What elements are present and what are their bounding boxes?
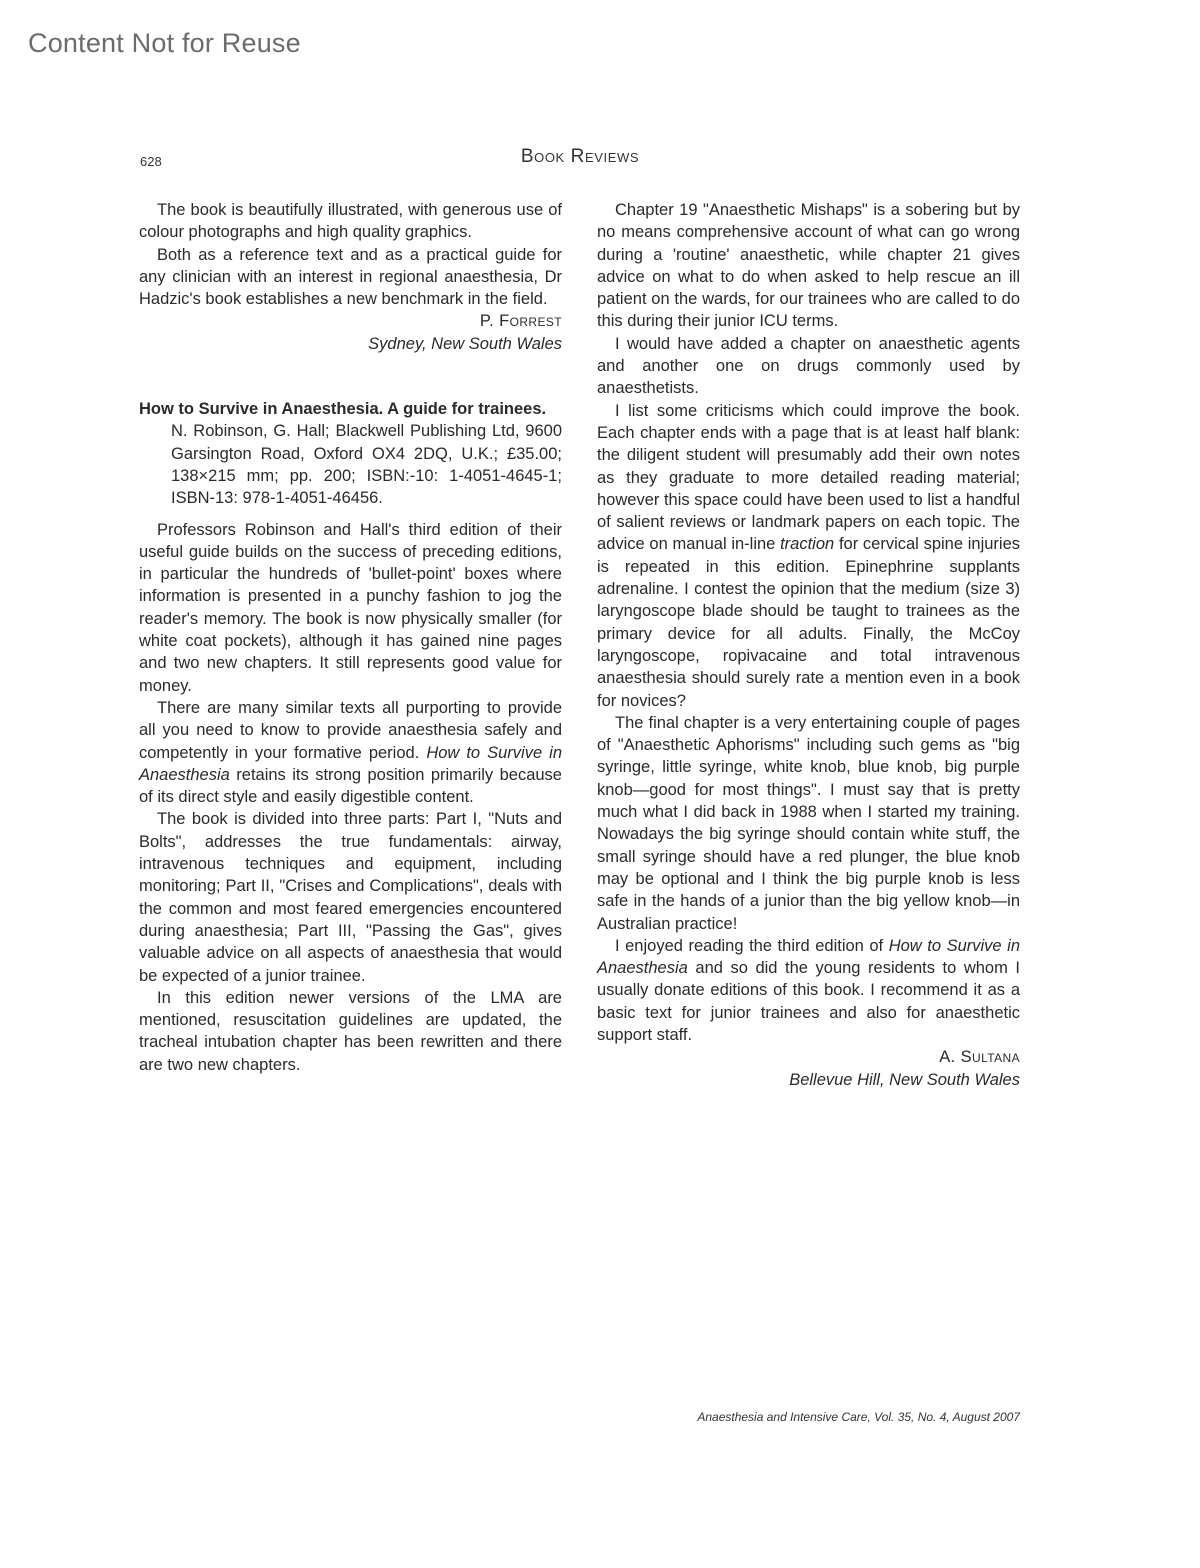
reviewer-name: A. Sultana xyxy=(939,1048,1020,1067)
paragraph xyxy=(139,697,562,808)
section-title: Book Reviews xyxy=(520,146,640,167)
running-head xyxy=(140,146,1020,176)
paragraph: Professors Robinson and Hall's third edition of their useful guide builds on the success of preceding editions, in particular the hundreds of 'bullet-point' boxes where information is presented in a punchy fashion to jog the reader's memory. The book is now physically smaller (for white coat pockets), although it has gained nine pages and two new chapters. It still represents good value for money. xyxy=(139,520,562,695)
book-title-inline: How to Survive in Anaesthesia xyxy=(597,936,1020,978)
text: for cervical spine injuries is repeated in this edition. Epinephrine supplants adrenaline. I contest the opinion that the medium (size 3) laryngoscope blade should be taught to trainees as the primary device for all adults. Finally, the McCoy laryngoscope, ropivacaine and total intravenous anaesthesia should surely rate a mention even in a book for novices? xyxy=(597,535,1021,710)
text: and so did the young residents to whom I usually donate editions of this book. I recommend it as a basic text for junior trainees and also for anaesthetic support staff. xyxy=(597,959,1020,1044)
paragraph: Chapter 19 "Anaesthetic Mishaps" is a sobering but by no means comprehensive account of what can go wrong during a 'routine' anaesthetic, while chapter 21 gives advice on what to do when asked to help rescue an ill patient on the wards, for our trainees who are called to do this during their junior ICU terms. xyxy=(597,201,1020,331)
paragraph: The book is divided into three parts: Part I, "Nuts and Bolts", addresses the true fundamentals: airway, intravenous techniques and equipment, including monitoring; Part II, "Crises and Complications", deals with the common and most feared emergencies encountered during anaesthesia; Part III, "Passing the Gas", gives valuable advice on all aspects of anaesthesia that would be expected of a junior trainee. xyxy=(139,810,562,985)
page-number: 628 xyxy=(140,154,162,169)
paragraph xyxy=(597,935,1020,1046)
text: I list some criticisms which could improve the book. Each chapter ends with a page that is at least half blank: the diligent student will presumably add their own notes as they graduate to more detailed reading material; however this space could have been used to list a handful of salient reviews or landmark papers on each topic. The advice on manual in-line xyxy=(597,401,1020,554)
text: There are many similar texts all purporting to provide all you need to know to provide anaesthesia safely and competently in your formative period. xyxy=(139,698,562,762)
right-column xyxy=(597,199,1020,1091)
text: retains its strong position primarily because of its direct style and easily digestible content. xyxy=(139,765,562,807)
left-column xyxy=(139,199,562,1076)
paragraph: The final chapter is a very entertaining couple of pages of "Anaesthetic Aphorisms" including such gems as "big syringe, little syringe, white knob, blue knob, big purple knob—good for most things". I must say that is pretty much what I did back in 1988 when I started my training. Nowadays the big syringe should contain white stuff, the small syringe should have a red plunger, the blue knob may be optional and I think the big purple knob is less safe in the hands of a junior than the big yellow knob—in Australian practice! xyxy=(597,713,1020,933)
book-title: How to Survive in Anaesthesia. A guide for trainees. xyxy=(139,400,547,419)
text: I enjoyed reading the third edition of xyxy=(615,936,884,955)
reviewer-location: Sydney, New South Wales xyxy=(368,334,562,353)
book-details: N. Robinson, G. Hall; Blackwell Publishing Ltd, 9600 Garsington Road, Oxford OX4 2DQ, U.K.; £35.00; 138×215 mm; pp. 200; ISBN:-10: 1-4051-4645-1; ISBN-13: 978-1-4051-46456. xyxy=(171,422,562,508)
reviewer-location: Bellevue Hill, New South Wales xyxy=(789,1070,1020,1089)
watermark: Content Not for Reuse xyxy=(28,28,301,58)
journal-footer: Anaesthesia and Intensive Care, Vol. 35, No. 4, August 2007 xyxy=(697,1410,1020,1424)
spacer xyxy=(139,355,562,398)
emphasis: traction xyxy=(780,535,835,554)
paragraph: The book is beautifully illustrated, with generous use of colour photographs and high quality graphics. xyxy=(139,201,562,242)
paragraph: In this edition newer versions of the LMA are mentioned, resuscitation guidelines are updated, the tracheal intubation chapter has been rewritten and there are two new chapters. xyxy=(139,988,562,1074)
paragraph: I would have added a chapter on anaesthetic agents and another one on drugs commonly used by anaesthetists. xyxy=(597,334,1020,398)
paragraph: Both as a reference text and as a practical guide for any clinician with an interest in regional anaesthesia, Dr Hadzic's book establishes a new benchmark in the field. xyxy=(139,245,562,309)
book-title-inline: How to Survive in Anaesthesia xyxy=(139,743,562,784)
paragraph xyxy=(597,400,1020,712)
reviewer-name: P. Forrest xyxy=(479,312,562,331)
